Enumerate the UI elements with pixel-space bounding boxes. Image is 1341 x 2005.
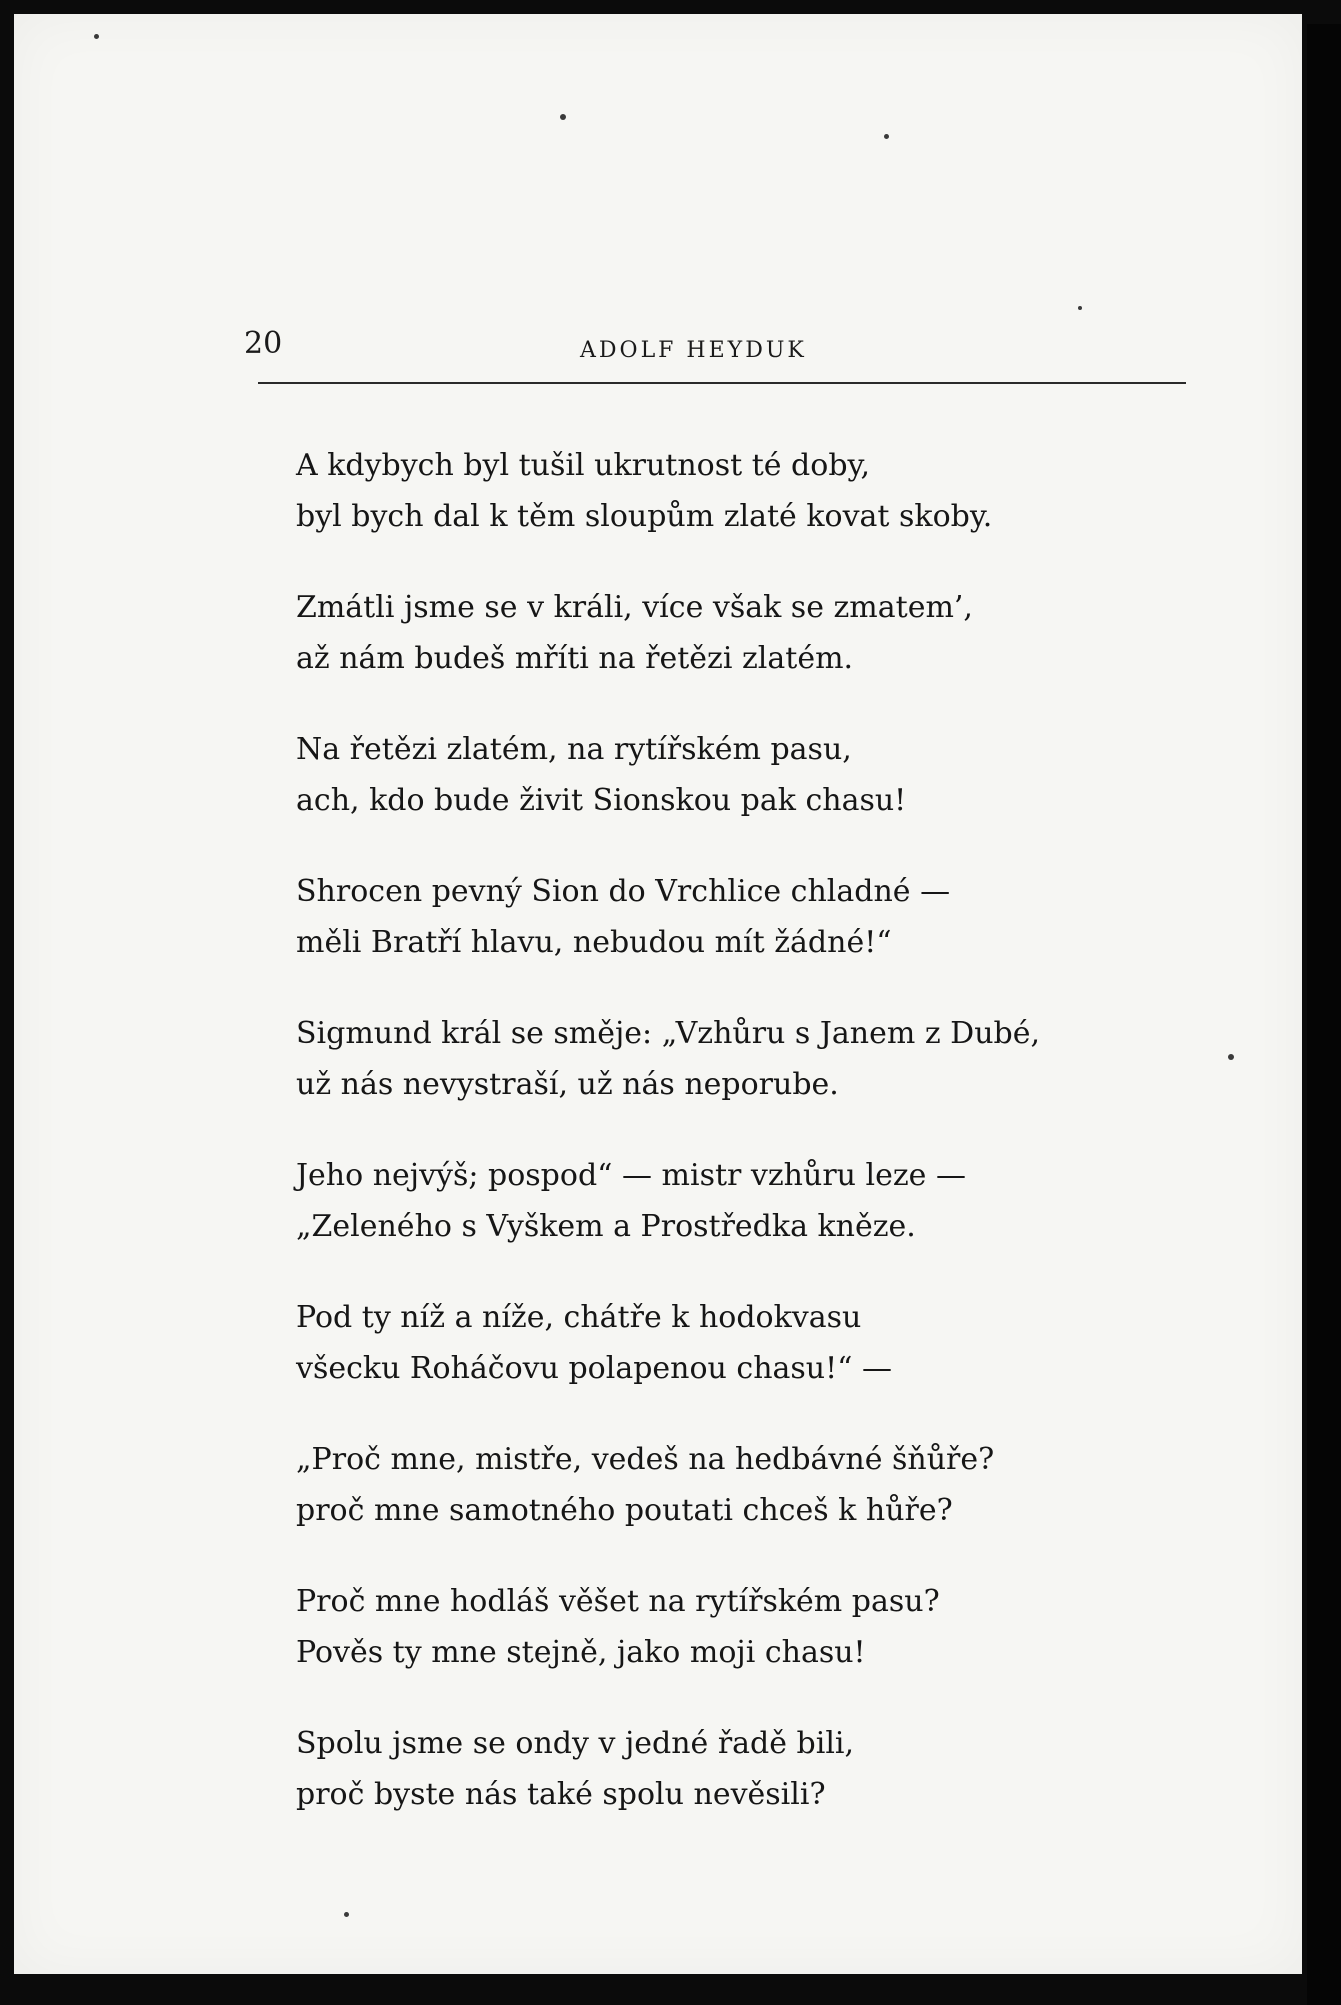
paper-speck [560, 114, 566, 120]
running-head: ADOLF HEYDUK [580, 338, 807, 363]
verse-line: Na řetězi zlatém, na rytířském pasu, [296, 732, 852, 767]
verse-line: až nám budeš mříti na řetězi zlatém. [296, 641, 854, 676]
paper-speck [884, 134, 889, 139]
verse-line: Pod ty níž a níže, chátře k hodokvasu [296, 1300, 862, 1335]
verse-line: ach, kdo bude živit Sionskou pak chasu! [296, 783, 907, 818]
stanza [296, 866, 1216, 968]
stanza [296, 1718, 1216, 1820]
stanza [296, 1008, 1216, 1110]
stanza [296, 724, 1216, 826]
paper-speck [94, 34, 99, 39]
verse-line: Jeho nejvýš; pospod“ — mistr vzhůru leze — [296, 1158, 966, 1193]
verse-line: už nás nevystraší, už nás neporube. [296, 1067, 839, 1102]
page-number: 20 [244, 326, 283, 361]
verse-line: všecku Roháčovu polapenou chasu!“ — [296, 1351, 893, 1386]
verse-line: „Proč mne, mistře, vedeš na hedbávné šňůře? [296, 1442, 995, 1477]
stanza [296, 1434, 1216, 1536]
stanza [296, 440, 1216, 542]
scan-edge-shadow [1307, 24, 1341, 2005]
verse-line: proč mne samotného poutati chceš k hůře? [296, 1493, 953, 1528]
verse-line: Pověs ty mne stejně, jako moji chasu! [296, 1635, 866, 1670]
header-rule [258, 382, 1186, 384]
stanza [296, 1150, 1216, 1252]
stanza [296, 582, 1216, 684]
paper-speck [1228, 1054, 1234, 1060]
verse-line: Sigmund král se směje: „Vzhůru s Janem z Dubé, [296, 1016, 1041, 1051]
verse-line: byl bych dal k těm sloupům zlaté kovat skoby. [296, 499, 993, 534]
verse-line: měli Bratří hlavu, nebudou mít žádné!“ [296, 925, 892, 960]
poem-text [296, 440, 1216, 1860]
verse-line: Shrocen pevný Sion do Vrchlice chladné — [296, 874, 951, 909]
verse-line: A kdybych byl tušil ukrutnost té doby, [296, 448, 871, 483]
verse-line: Spolu jsme se ondy v jedné řadě bili, [296, 1726, 855, 1761]
stanza [296, 1292, 1216, 1394]
stanza [296, 1576, 1216, 1678]
paper-speck [1078, 306, 1082, 310]
verse-line: proč byste nás také spolu nevěsili? [296, 1777, 826, 1812]
paper-speck [344, 1912, 349, 1917]
verse-line: „Zeleného s Vyškem a Prostředka kněze. [296, 1209, 916, 1244]
verse-line: Zmátli jsme se v králi, více však se zmatem’, [296, 590, 973, 625]
verse-line: Proč mne hodláš věšet na rytířském pasu? [296, 1584, 940, 1619]
